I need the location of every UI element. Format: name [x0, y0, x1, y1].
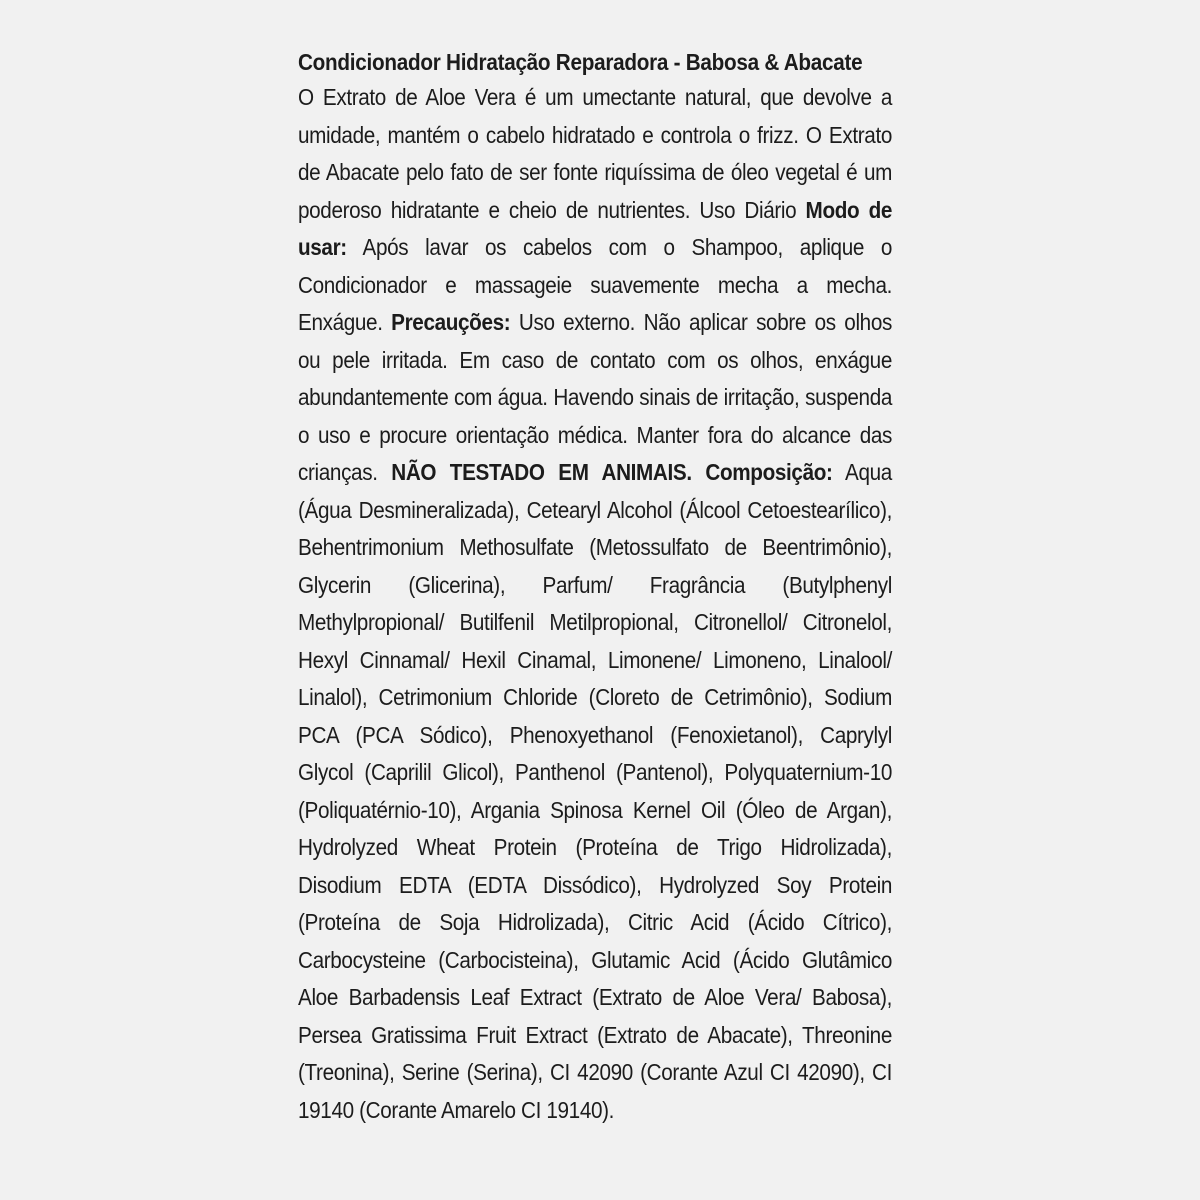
precautions-label: Precauções:: [391, 309, 511, 335]
precautions-text: Uso externo. Não aplicar sobre os olhos ou pele irritada. Em caso de contato com os olhos, enxágue abundantemente com água. Havendo sinais de irritação, suspenda o uso e procure orientação médica. Manter fora do alcance das crianças.: [298, 309, 892, 485]
product-label-text: [298, 46, 892, 1129]
usage-text: Após lavar os cabelos com o Shampoo, aplique o Condicionador e massageie suavemente mecha a mecha. Enxágue.: [298, 234, 892, 335]
composition-text: Aqua (Água Desmineralizada), Cetearyl Alcohol (Álcool Cetoestearílico), Behentrimonium Methosulfate (Metossulfato de Beentrimônio), Glycerin (Glicerina), Parfum/ Fragrância (Butylphenyl Methylpropional/ Butilfenil Metilpropional, Citronellol/ Citronelol, Hexyl Cinnamal/ Hexil Cinamal, Limonene/ Limoneno, Linalool/ Linalol), Cetrimonium Chloride (Cloreto de Cetrimônio), Sodium PCA (PCA Sódico), Phenoxyethanol (Fenoxietanol), Caprylyl Glycol (Caprilil Glicol), Panthenol (Pantenol), Polyquaternium-10 (Poliquatérnio-10), Argania Spinosa Kernel Oil (Óleo de Argan), Hydrolyzed Wheat Protein (Proteína de Trigo Hidrolizada), Disodium EDTA (EDTA Dissódico), Hydrolyzed Soy Protein (Proteína de Soja Hidrolizada), Citric Acid (Ácido Cítrico), Carbocysteine (Carbocisteina), Glutamic Acid (Ácido Glutâmico Aloe Barbadensis Leaf Extract (Extrato de Aloe Vera/ Babosa), Persea Gratissima Fruit Extract (Extrato de Abacate), Threonine (Treonina), Serine (Serina), CI 42090 (Corante Azul CI 42090), CI 19140 (Corante Amarelo CI 19140).: [298, 459, 892, 1123]
description-text: O Extrato de Aloe Vera é um umectante natural, que devolve a umidade, mantém o cabelo hidratado e controla o frizz. O Extrato de Abacate pelo fato de ser fonte riquíssima de óleo vegetal é um poderoso hidratante e cheio de nutrientes. Uso Diário: [298, 84, 892, 223]
animal-testing-warning: NÃO TESTADO EM ANIMAIS.: [391, 459, 692, 485]
composition-label: Composição:: [705, 459, 833, 485]
usage-label: Modo de usar:: [298, 196, 893, 260]
product-body: [298, 79, 892, 1129]
product-title: Condicionador Hidratação Reparadora - Babosa & Abacate: [298, 49, 863, 75]
